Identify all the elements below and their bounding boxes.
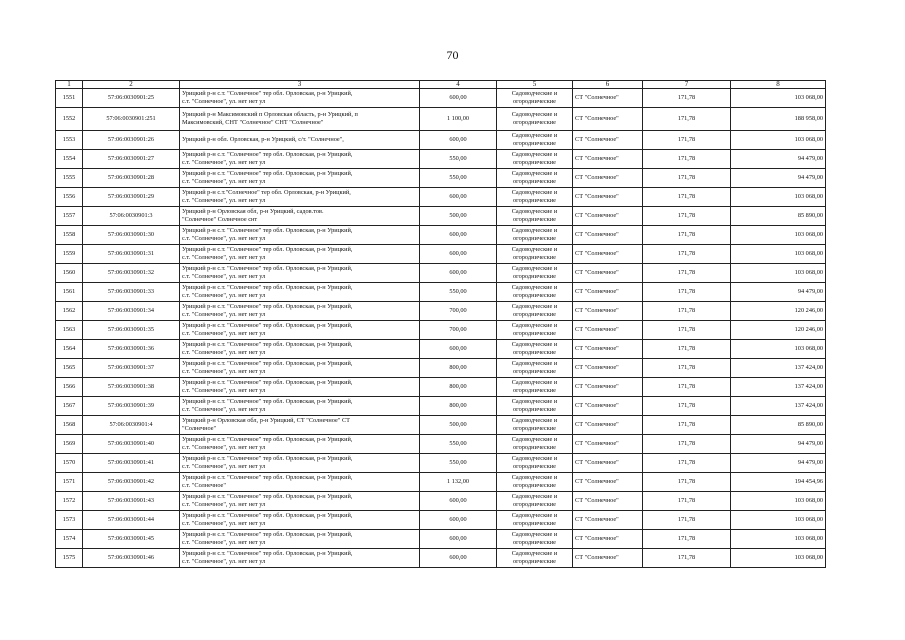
cadastral-number-cell: 57:06:0030901:4 <box>83 416 180 435</box>
land-use-cell: Садоводческие и огороднические <box>497 245 573 264</box>
unit-price-cell: 171,78 <box>643 226 731 245</box>
table-row <box>56 108 826 131</box>
cadastral-value-cell: 103 068,00 <box>731 245 826 264</box>
table-row <box>56 473 826 492</box>
cadastral-number-cell: 57:06:0030901:3 <box>83 207 180 226</box>
owner-cell: СТ "Солнечное" <box>573 89 643 108</box>
address-cell: Урицкий р-н с.т. "Солнечное" тер обл. Орловская, р-н Урицкий, с.т. "Солнечное", ул. нет нет ул <box>180 245 420 264</box>
address-cell: Урицкий р-н с.т. "Солнечное" тер обл. Орловская, р-н Урицкий, с.т. "Солнечное", ул. нет нет ул <box>180 511 420 530</box>
cadastral-value-cell: 103 068,00 <box>731 226 826 245</box>
owner-cell: СТ "Солнечное" <box>573 169 643 188</box>
cadastral-value-cell: 103 068,00 <box>731 492 826 511</box>
address-cell: Урицкий р-н с.т. "Солнечное" тер обл. Орловская, р-н Урицкий, с.т. "Солнечное", ул. нет нет ул <box>180 340 420 359</box>
land-use-cell: Садоводческие и огороднические <box>497 264 573 283</box>
address-cell: Урицкий р-н обл. Орловская, р-н Урицкий, с/т. "Солнечное", <box>180 131 420 150</box>
row-number-cell: 1565 <box>56 359 83 378</box>
cadastral-number-cell: 57:06:0030901:30 <box>83 226 180 245</box>
address-cell: Урицкий р-н Орловская обл, р-н Урицкий, садов.тов. "Солнечное" Солнечное снт <box>180 207 420 226</box>
unit-price-cell: 171,78 <box>643 397 731 416</box>
row-number-cell: 1554 <box>56 150 83 169</box>
address-cell: Урицкий р-н с.т. "Солнечное" тер обл. Орловская, р-н Урицкий, с.т. "Солнечное", ул. нет нет ул <box>180 435 420 454</box>
unit-price-cell: 171,78 <box>643 454 731 473</box>
owner-cell: СТ "Солнечное" <box>573 473 643 492</box>
table-row <box>56 435 826 454</box>
cadastral-number-cell: 57:06:0030901:36 <box>83 340 180 359</box>
address-cell: Урицкий р-н с.т. "Солнечное" тер обл. Орловская, р-н Урицкий, с.т. "Солнечное", ул. нет нет ул <box>180 264 420 283</box>
header-row <box>56 81 826 89</box>
row-number-cell: 1558 <box>56 226 83 245</box>
area-cell: 500,00 <box>420 207 497 226</box>
area-cell: 1 100,00 <box>420 108 497 131</box>
area-cell: 800,00 <box>420 378 497 397</box>
table-body <box>56 89 826 568</box>
owner-cell: СТ "Солнечное" <box>573 321 643 340</box>
cadastral-number-cell: 57:06:0030901:40 <box>83 435 180 454</box>
cadastral-number-cell: 57:06:0030901:29 <box>83 188 180 207</box>
table-row <box>56 359 826 378</box>
address-cell: Урицкий р-н с.т. "Солнечное" тер обл. Орловская, р-н Урицкий, с.т. "Солнечное", ул. нет нет ул <box>180 530 420 549</box>
row-number-cell: 1561 <box>56 283 83 302</box>
address-cell: Урицкий р-н с.т. "Солнечное" тер обл. Орловская, р-н Урицкий, с.т. "Солнечное", ул. нет нет ул <box>180 226 420 245</box>
row-number-cell: 1575 <box>56 549 83 568</box>
address-cell: Урицкий р-н с.т. "Солнечное" тер обл. Орловская, р-н Урицкий, с.т. "Солнечное", ул. нет нет ул <box>180 378 420 397</box>
cadastral-number-cell: 57:06:0030901:27 <box>83 150 180 169</box>
land-use-cell: Садоводческие и огороднические <box>497 188 573 207</box>
cadastral-number-cell: 57:06:0030901:25 <box>83 89 180 108</box>
row-number-cell: 1568 <box>56 416 83 435</box>
owner-cell: СТ "Солнечное" <box>573 108 643 131</box>
address-cell: Урицкий р-н с.т. "Солнечное" тер обл. Орловская, р-н Урицкий, с.т. "Солнечное", ул. нет нет ул <box>180 169 420 188</box>
address-cell: Урицкий р-н с.т. "Солнечное" тер обл. Орловская, р-н Урицкий, с.т. "Солнечное", ул. нет нет ул <box>180 302 420 321</box>
area-cell: 550,00 <box>420 169 497 188</box>
cadastral-value-cell: 103 068,00 <box>731 264 826 283</box>
unit-price-cell: 171,78 <box>643 530 731 549</box>
row-number-cell: 1571 <box>56 473 83 492</box>
land-use-cell: Садоводческие и огороднические <box>497 283 573 302</box>
owner-cell: СТ "Солнечное" <box>573 416 643 435</box>
table-row <box>56 492 826 511</box>
table-row <box>56 530 826 549</box>
cadastral-number-cell: 57:06:0030901:38 <box>83 378 180 397</box>
unit-price-cell: 171,78 <box>643 150 731 169</box>
page-number: 70 <box>446 48 459 62</box>
address-cell: Урицкий р-н с.т. "Солнечное" тер обл. Орловская, р-н Урицкий, с.т. "Солнечное" <box>180 473 420 492</box>
unit-price-cell: 171,78 <box>643 169 731 188</box>
cadastral-number-cell: 57:06:0030901:46 <box>83 549 180 568</box>
owner-cell: СТ "Солнечное" <box>573 454 643 473</box>
table-row <box>56 226 826 245</box>
col-header: 1 <box>56 81 83 89</box>
land-use-cell: Садоводческие и огороднические <box>497 226 573 245</box>
land-use-cell: Садоводческие и огороднические <box>497 150 573 169</box>
unit-price-cell: 171,78 <box>643 359 731 378</box>
cadastral-number-cell: 57:06:0030901:26 <box>83 131 180 150</box>
cadastral-number-cell: 57:06:0030901:34 <box>83 302 180 321</box>
area-cell: 700,00 <box>420 302 497 321</box>
row-number-cell: 1566 <box>56 378 83 397</box>
col-header: 6 <box>573 81 643 89</box>
row-number-cell: 1553 <box>56 131 83 150</box>
area-cell: 550,00 <box>420 283 497 302</box>
cadastral-value-cell: 103 068,00 <box>731 530 826 549</box>
land-use-cell: Садоводческие и огороднические <box>497 340 573 359</box>
table-row <box>56 321 826 340</box>
address-cell: Урицкий р-н с.т. "Солнечное" тер обл. Орловская, р-н Урицкий, с.т. "Солнечное", ул. нет нет ул <box>180 397 420 416</box>
cadastral-value-cell: 137 424,00 <box>731 378 826 397</box>
row-number-cell: 1552 <box>56 108 83 131</box>
row-number-cell: 1573 <box>56 511 83 530</box>
cadastral-value-cell: 94 479,00 <box>731 150 826 169</box>
row-number-cell: 1563 <box>56 321 83 340</box>
land-use-cell: Садоводческие и огороднические <box>497 89 573 108</box>
table-row <box>56 188 826 207</box>
address-cell: Урицкий р-н с.т. "Солнечное" тер обл. Орловская, р-н Урицкий, с.т. "Солнечное", ул. нет нет ул <box>180 321 420 340</box>
col-header: 4 <box>420 81 497 89</box>
owner-cell: СТ "Солнечное" <box>573 511 643 530</box>
cadastral-value-cell: 103 068,00 <box>731 131 826 150</box>
cadastral-number-cell: 57:06:0030901:43 <box>83 492 180 511</box>
cadastral-number-cell: 57:06:0030901:28 <box>83 169 180 188</box>
area-cell: 700,00 <box>420 321 497 340</box>
row-number-cell: 1572 <box>56 492 83 511</box>
cadastral-number-cell: 57:06:0030901:45 <box>83 530 180 549</box>
cadastral-value-cell: 94 479,00 <box>731 169 826 188</box>
owner-cell: СТ "Солнечное" <box>573 264 643 283</box>
owner-cell: СТ "Солнечное" <box>573 492 643 511</box>
address-cell: Урицкий р-н с.т. "Солнечное" тер обл. Орловская, р-н Урицкий, с.т. "Солнечное", ул. нет нет ул <box>180 89 420 108</box>
land-registry-table <box>55 80 826 568</box>
unit-price-cell: 171,78 <box>643 511 731 530</box>
address-cell: Урицкий р-н с.т. "Солнечное" тер обл. Орловская, р-н Урицкий, с.т. "Солнечное", ул. нет нет ул <box>180 549 420 568</box>
unit-price-cell: 171,78 <box>643 378 731 397</box>
area-cell: 600,00 <box>420 264 497 283</box>
land-use-cell: Садоводческие и огороднические <box>497 131 573 150</box>
unit-price-cell: 171,78 <box>643 492 731 511</box>
land-use-cell: Садоводческие и огороднические <box>497 549 573 568</box>
table-row <box>56 169 826 188</box>
row-number-cell: 1567 <box>56 397 83 416</box>
cadastral-value-cell: 103 068,00 <box>731 549 826 568</box>
owner-cell: СТ "Солнечное" <box>573 207 643 226</box>
unit-price-cell: 171,78 <box>643 549 731 568</box>
table-row <box>56 131 826 150</box>
land-use-cell: Садоводческие и огороднические <box>497 397 573 416</box>
table-row <box>56 89 826 108</box>
row-number-cell: 1559 <box>56 245 83 264</box>
unit-price-cell: 171,78 <box>643 188 731 207</box>
table-row <box>56 549 826 568</box>
table-row <box>56 454 826 473</box>
row-number-cell: 1555 <box>56 169 83 188</box>
cadastral-value-cell: 94 479,00 <box>731 454 826 473</box>
table-row <box>56 397 826 416</box>
cadastral-number-cell: 57:06:0030901:31 <box>83 245 180 264</box>
land-use-cell: Садоводческие и огороднические <box>497 530 573 549</box>
area-cell: 600,00 <box>420 530 497 549</box>
owner-cell: СТ "Солнечное" <box>573 226 643 245</box>
unit-price-cell: 171,78 <box>643 283 731 302</box>
cadastral-number-cell: 57:06:0030901:42 <box>83 473 180 492</box>
land-use-cell: Садоводческие и огороднические <box>497 454 573 473</box>
table-row <box>56 416 826 435</box>
area-cell: 550,00 <box>420 454 497 473</box>
cadastral-value-cell: 85 890,00 <box>731 207 826 226</box>
owner-cell: СТ "Солнечное" <box>573 397 643 416</box>
address-cell: Урицкий р-н с.т. "Солнечное" тер обл. Орловская, р-н Урицкий, с.т. "Солнечное", ул. нет нет ул <box>180 492 420 511</box>
area-cell: 600,00 <box>420 492 497 511</box>
row-number-cell: 1569 <box>56 435 83 454</box>
cadastral-value-cell: 103 068,00 <box>731 340 826 359</box>
cadastral-value-cell: 137 424,00 <box>731 359 826 378</box>
unit-price-cell: 171,78 <box>643 264 731 283</box>
cadastral-value-cell: 85 890,00 <box>731 416 826 435</box>
owner-cell: СТ "Солнечное" <box>573 245 643 264</box>
table-row <box>56 302 826 321</box>
land-use-cell: Садоводческие и огороднические <box>497 359 573 378</box>
area-cell: 600,00 <box>420 89 497 108</box>
table-row <box>56 150 826 169</box>
owner-cell: СТ "Солнечное" <box>573 549 643 568</box>
cadastral-number-cell: 57:06:0030901:44 <box>83 511 180 530</box>
cadastral-value-cell: 194 454,96 <box>731 473 826 492</box>
col-header: 8 <box>731 81 826 89</box>
land-use-cell: Садоводческие и огороднические <box>497 473 573 492</box>
unit-price-cell: 171,78 <box>643 321 731 340</box>
area-cell: 500,00 <box>420 416 497 435</box>
owner-cell: СТ "Солнечное" <box>573 435 643 454</box>
unit-price-cell: 171,78 <box>643 89 731 108</box>
address-cell: Урицкий р-н с.т."Солнечное" тер обл. Орловская, р-н Урицкий, с.т. "Солнечное", ул. нет нет ул <box>180 188 420 207</box>
unit-price-cell: 171,78 <box>643 473 731 492</box>
cadastral-value-cell: 120 246,00 <box>731 321 826 340</box>
unit-price-cell: 171,78 <box>643 131 731 150</box>
row-number-cell: 1574 <box>56 530 83 549</box>
land-use-cell: Садоводческие и огороднические <box>497 302 573 321</box>
cadastral-value-cell: 103 068,00 <box>731 89 826 108</box>
col-header: 5 <box>497 81 573 89</box>
land-use-cell: Садоводческие и огороднические <box>497 108 573 131</box>
area-cell: 600,00 <box>420 340 497 359</box>
address-cell: Урицкий р-н с.т. "Солнечное" тер обл. Орловская, р-н Урицкий, с.т. "Солнечное", ул. нет нет ул <box>180 454 420 473</box>
table-row <box>56 340 826 359</box>
cadastral-value-cell: 137 424,00 <box>731 397 826 416</box>
area-cell: 550,00 <box>420 150 497 169</box>
cadastral-number-cell: 57:06:0030901:37 <box>83 359 180 378</box>
area-cell: 600,00 <box>420 549 497 568</box>
cadastral-value-cell: 120 246,00 <box>731 302 826 321</box>
table-row <box>56 245 826 264</box>
area-cell: 600,00 <box>420 226 497 245</box>
cadastral-number-cell: 57:06:0030901:33 <box>83 283 180 302</box>
address-cell: Урицкий р-н с.т. "Солнечное" тер обл. Орловская, р-н Урицкий, с.т. "Солнечное", ул. нет нет ул <box>180 283 420 302</box>
unit-price-cell: 171,78 <box>643 245 731 264</box>
unit-price-cell: 171,78 <box>643 302 731 321</box>
row-number-cell: 1570 <box>56 454 83 473</box>
land-use-cell: Садоводческие и огороднические <box>497 492 573 511</box>
owner-cell: СТ "Солнечное" <box>573 188 643 207</box>
land-use-cell: Садоводческие и огороднические <box>497 169 573 188</box>
unit-price-cell: 171,78 <box>643 108 731 131</box>
area-cell: 600,00 <box>420 131 497 150</box>
unit-price-cell: 171,78 <box>643 207 731 226</box>
col-header: 2 <box>83 81 180 89</box>
owner-cell: СТ "Солнечное" <box>573 340 643 359</box>
address-cell: Урицкий р-н с.т. "Солнечное" тер обл. Орловская, р-н Урицкий, с.т. "Солнечное", ул. нет нет ул <box>180 150 420 169</box>
land-use-cell: Садоводческие и огороднические <box>497 378 573 397</box>
land-use-cell: Садоводческие и огороднические <box>497 435 573 454</box>
area-cell: 800,00 <box>420 397 497 416</box>
row-number-cell: 1551 <box>56 89 83 108</box>
row-number-cell: 1564 <box>56 340 83 359</box>
area-cell: 600,00 <box>420 511 497 530</box>
owner-cell: СТ "Солнечное" <box>573 302 643 321</box>
land-use-cell: Садоводческие и огороднические <box>497 207 573 226</box>
col-header: 3 <box>180 81 420 89</box>
owner-cell: СТ "Солнечное" <box>573 359 643 378</box>
row-number-cell: 1562 <box>56 302 83 321</box>
table-row <box>56 264 826 283</box>
cadastral-value-cell: 103 068,00 <box>731 511 826 530</box>
area-cell: 600,00 <box>420 245 497 264</box>
table-row <box>56 511 826 530</box>
unit-price-cell: 171,78 <box>643 435 731 454</box>
address-cell: Урицкий р-н Орловская обл, р-н Урицкий, СТ "Солнечное" СТ "Солнечное" <box>180 416 420 435</box>
cadastral-number-cell: 57:06:0030901:35 <box>83 321 180 340</box>
unit-price-cell: 171,78 <box>643 416 731 435</box>
cadastral-number-cell: 57:06:0030901:251 <box>83 108 180 131</box>
cadastral-number-cell: 57:06:0030901:39 <box>83 397 180 416</box>
owner-cell: СТ "Солнечное" <box>573 131 643 150</box>
row-number-cell: 1560 <box>56 264 83 283</box>
col-header: 7 <box>643 81 731 89</box>
area-cell: 800,00 <box>420 359 497 378</box>
owner-cell: СТ "Солнечное" <box>573 530 643 549</box>
table-row <box>56 378 826 397</box>
unit-price-cell: 171,78 <box>643 340 731 359</box>
cadastral-value-cell: 103 068,00 <box>731 188 826 207</box>
land-use-cell: Садоводческие и огороднические <box>497 416 573 435</box>
row-number-cell: 1557 <box>56 207 83 226</box>
area-cell: 1 132,00 <box>420 473 497 492</box>
cadastral-value-cell: 94 479,00 <box>731 283 826 302</box>
table-row <box>56 283 826 302</box>
land-use-cell: Садоводческие и огороднические <box>497 321 573 340</box>
address-cell: Урицкий р-н Максимовский п Орловская область, р-н Урицкий, п Максимовский, СНТ "Солнечное" СНТ "Солнечное" <box>180 108 420 131</box>
cadastral-number-cell: 57:06:0030901:41 <box>83 454 180 473</box>
area-cell: 600,00 <box>420 188 497 207</box>
cadastral-value-cell: 94 479,00 <box>731 435 826 454</box>
cadastral-value-cell: 188 958,00 <box>731 108 826 131</box>
row-number-cell: 1556 <box>56 188 83 207</box>
owner-cell: СТ "Солнечное" <box>573 283 643 302</box>
table-row <box>56 207 826 226</box>
cadastral-number-cell: 57:06:0030901:32 <box>83 264 180 283</box>
area-cell: 550,00 <box>420 435 497 454</box>
owner-cell: СТ "Солнечное" <box>573 378 643 397</box>
owner-cell: СТ "Солнечное" <box>573 150 643 169</box>
address-cell: Урицкий р-н с.т. "Солнечное" тер обл. Орловская, р-н Урицкий, с.т. "Солнечное", ул. нет нет ул <box>180 359 420 378</box>
land-use-cell: Садоводческие и огороднические <box>497 511 573 530</box>
